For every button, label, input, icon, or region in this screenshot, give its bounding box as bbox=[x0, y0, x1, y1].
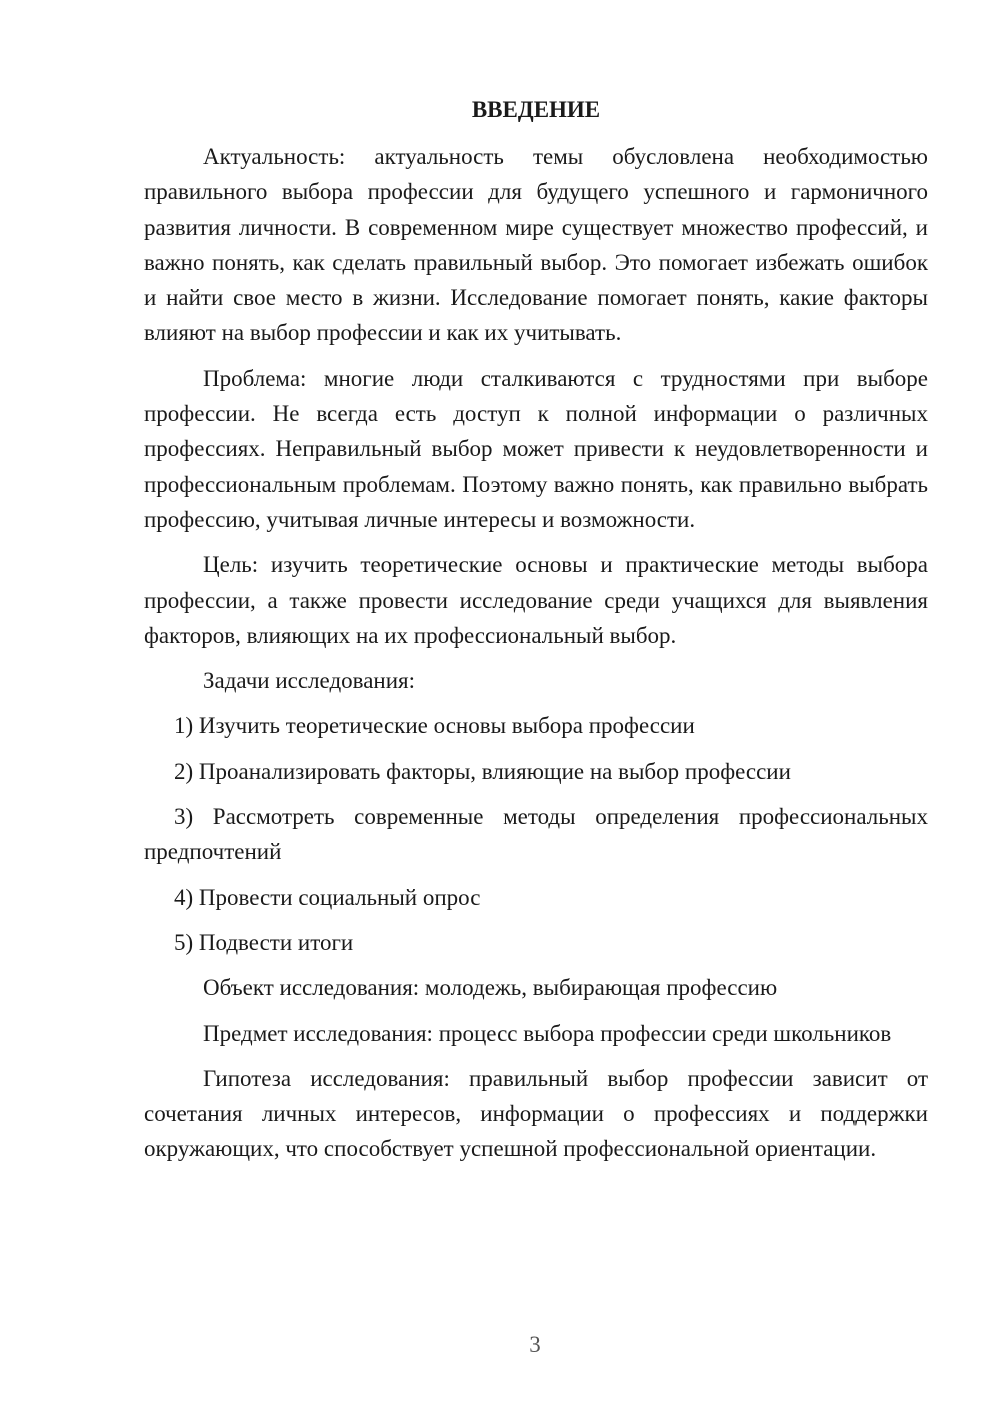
document-page bbox=[144, 92, 928, 1177]
paragraph-object: Объект исследования: молодежь, выбирающая профессию bbox=[203, 975, 778, 1001]
page-title: ВВЕДЕНИЕ bbox=[471, 97, 601, 122]
task-item-5: 5) Подвести итоги bbox=[174, 929, 354, 955]
paragraph-hypothesis: Гипотеза исследования: правильный выбор профессии зависит от сочетания личных интересов, информации о профессиях и поддержки окружающих, что способствует успешной профессиональной ориентации. bbox=[144, 1065, 928, 1162]
paragraph-goal: Цель: изучить теоретические основы и практические методы выбора профессии, а также провести исследование среди учащихся для выявления факторов, влияющих на их профессиональный выбор. bbox=[144, 552, 928, 648]
task-item-3: 3) Рассмотреть современные методы определения профессиональных предпочтений bbox=[144, 804, 928, 865]
task-item-1: 1) Изучить теоретические основы выбора профессии bbox=[174, 713, 695, 739]
task-item-4: 4) Провести социальный опрос bbox=[174, 884, 481, 910]
task-item-2: 2) Проанализировать факторы, влияющие на выбор профессии bbox=[174, 758, 791, 784]
paragraph-subject: Предмет исследования: процесс выбора профессии среди школьников bbox=[203, 1020, 892, 1046]
page-number: 3 bbox=[529, 1332, 541, 1357]
paragraph-relevance: Актуальность: актуальность темы обусловлена необходимостью правильного выбора профессии для будущего успешного и гармоничного развития личности. В современном мире существует множество профессий, и важно понять, как сделать правильный выбор. Это помогает избежать ошибок и найти свое место в жизни. Исследование помогает понять, какие факторы влияют на выбор профессии и как их учитывать. bbox=[144, 144, 928, 346]
tasks-heading: Задачи исследования: bbox=[203, 668, 416, 694]
paragraph-problem: Проблема: многие люди сталкиваются с трудностями при выборе профессии. Не всегда есть доступ к полной информации о различных профессиях. Неправильный выбор может привести к неудовлетворенности и профессиональным проблемам. Поэтому важно понять, как правильно выбрать профессию, учитывая личные интересы и возможности. bbox=[144, 365, 928, 532]
